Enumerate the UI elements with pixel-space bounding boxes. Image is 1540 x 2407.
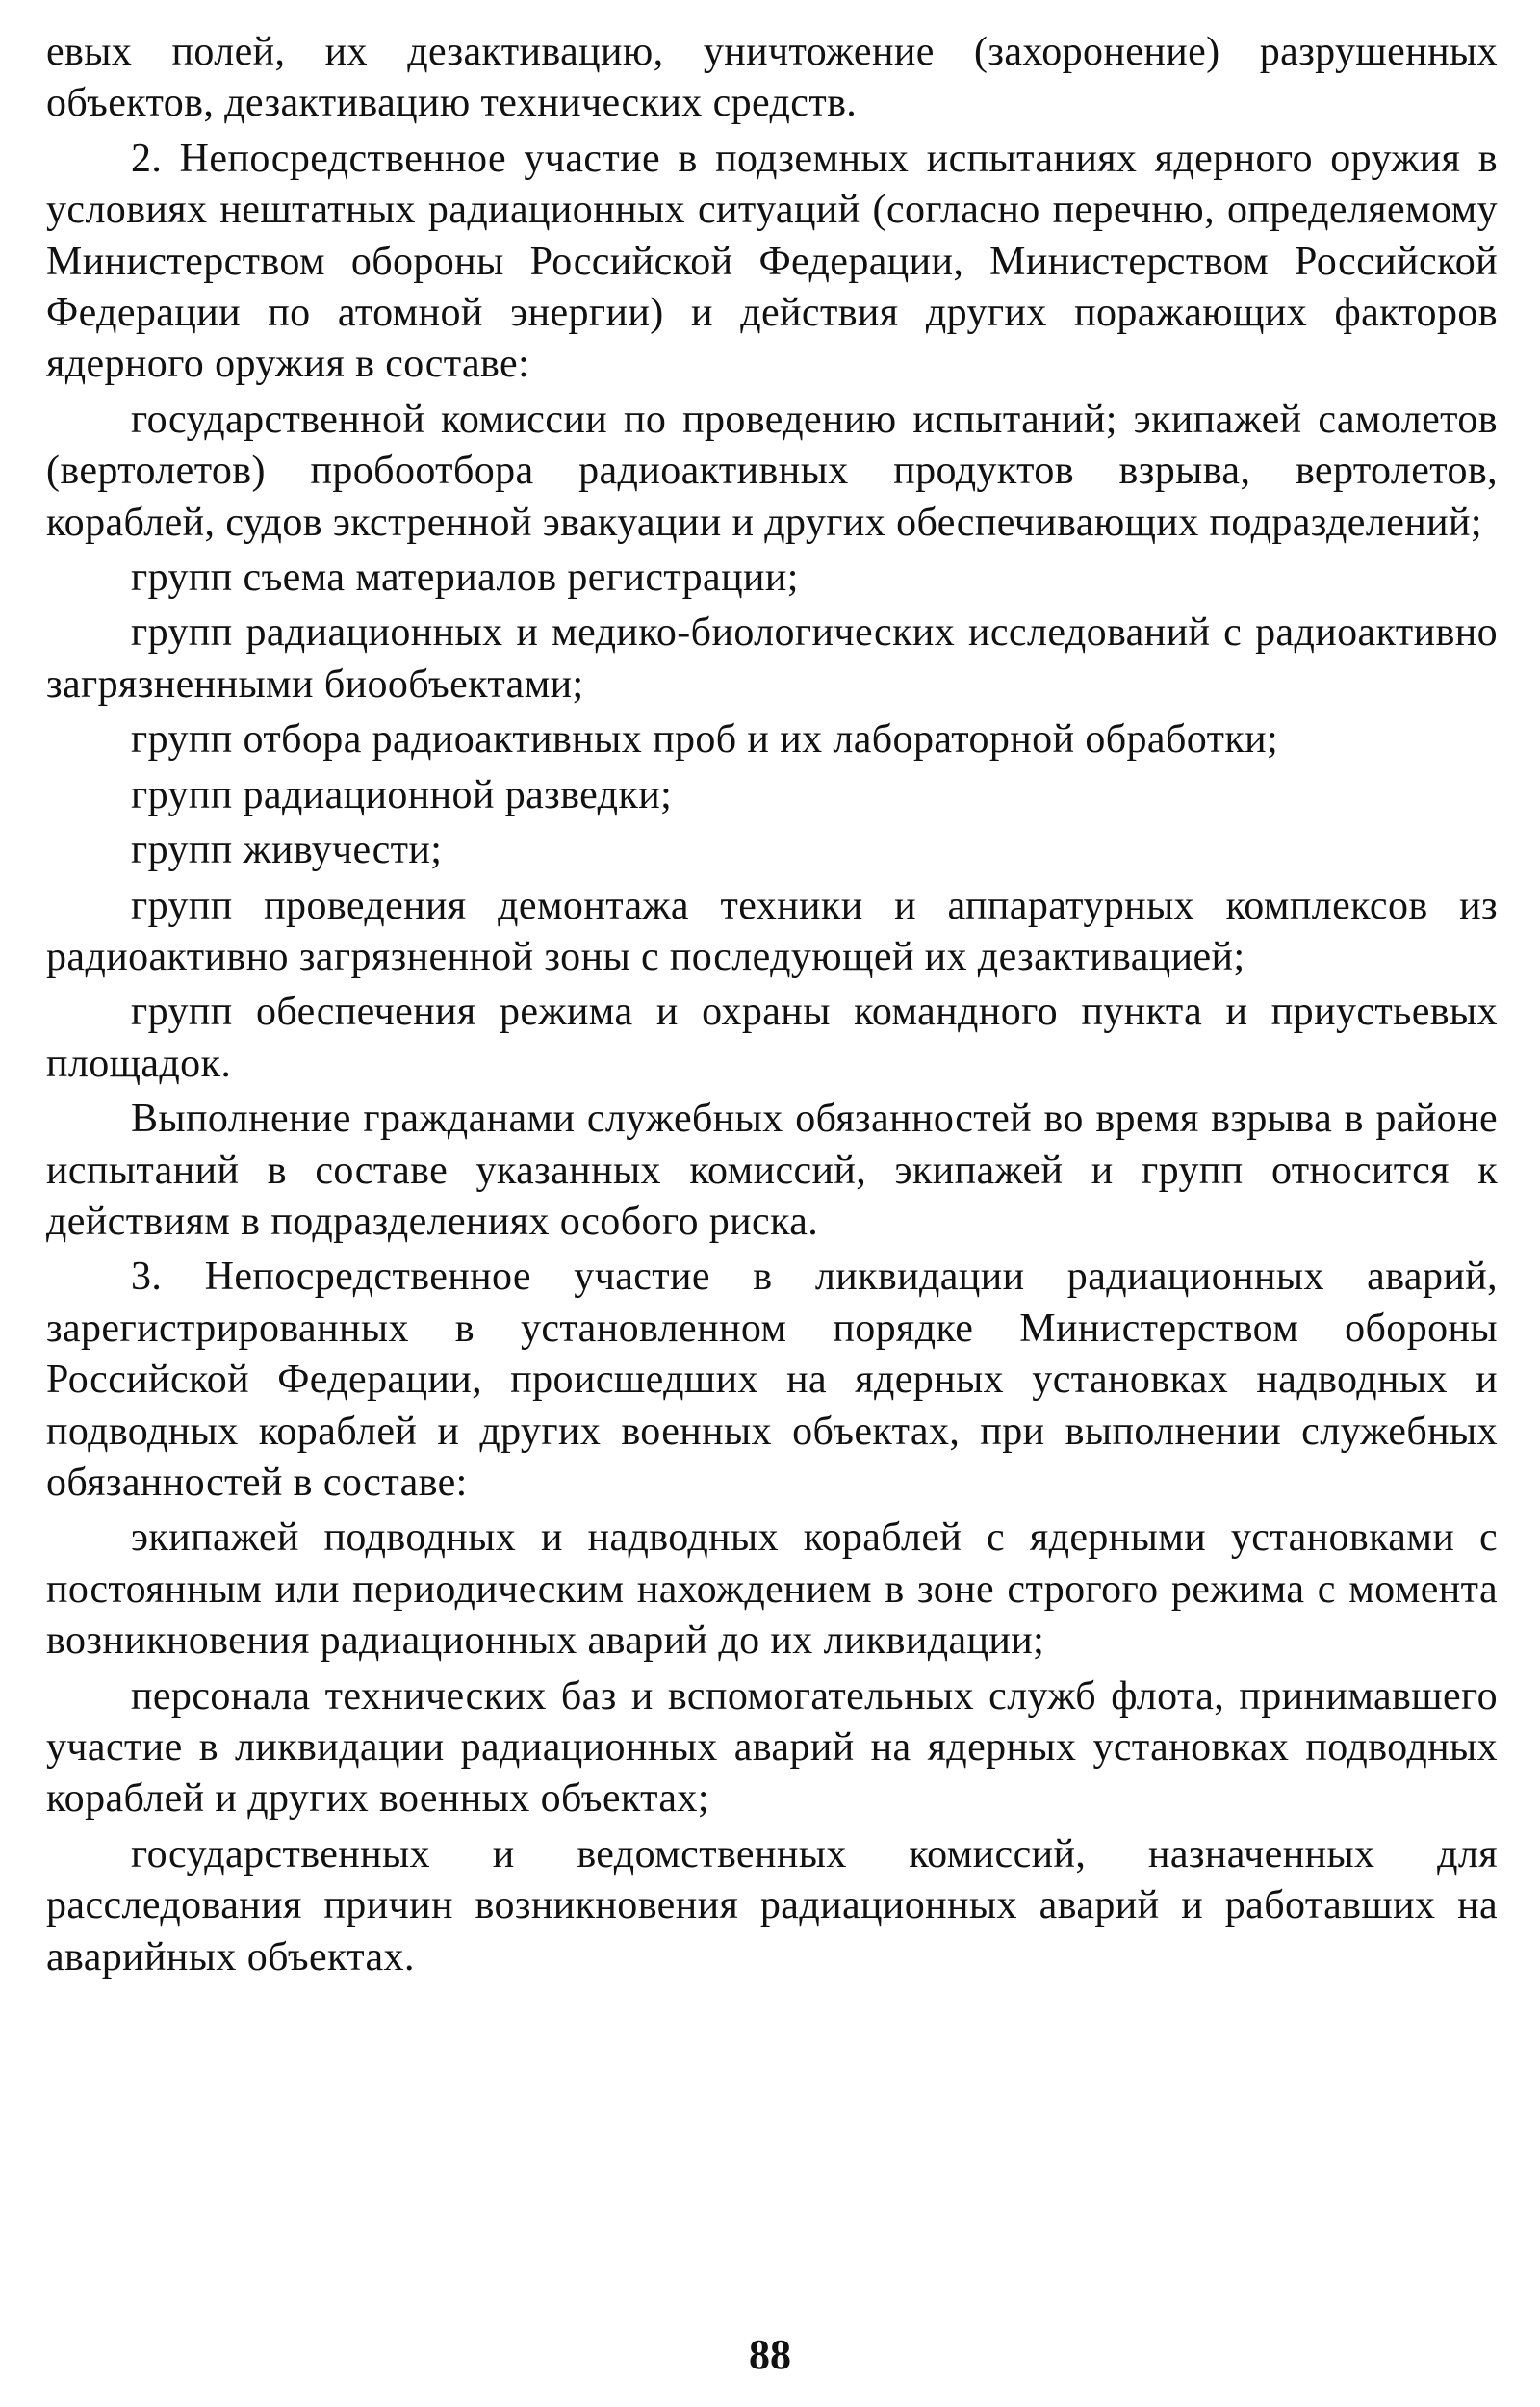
- list-item-commissions: государственных и ведомственных комиссий, назначенных для расследования причин возникновения радиационных аварий и работавших на аварийных объектах.: [46, 1831, 1498, 1980]
- page-body: [46, 27, 1498, 1987]
- list-item-sampling: групп отбора радиоактивных проб и их лабораторной обработки;: [131, 717, 1279, 763]
- list-item-security: групп обеспечения режима и охраны командного пункта и приустьевых площадок.: [46, 990, 1498, 1086]
- paragraph-duties: Выполнение гражданами служебных обязанностей во время взрыва в районе испытаний в составе указанных комиссий, экипажей и групп относится к действиям в подразделениях особого риска.: [46, 1097, 1498, 1244]
- list-item-biomedical: групп радиационных и медико-биологических исследований с радиоактивно загрязненными биообъектами;: [46, 610, 1498, 707]
- list-item-commission: государственной комиссии по проведению испытаний; экипажей самолетов (вертолетов) пробоотбора радиоактивных продуктов взрыва, вертолетов, кораблей, судов экстренной эвакуации и других обеспечивающих подразделений;: [46, 397, 1498, 545]
- list-item-dismantling: групп проведения демонтажа техники и аппаратурных комплексов из радиоактивно загрязненной зоны с последующей их дезактивацией;: [46, 883, 1498, 979]
- list-item-personnel: персонала технических баз и вспомогательных служб флота, принимавшего участие в ликвидации радиационных аварий на ядерных установках подводных кораблей и других военных объектах;: [46, 1673, 1498, 1822]
- paragraph-item-3: 3. Непосредственное участие в ликвидации радиационных аварий, зарегистрированных в установленном порядке Министерством обороны Российской Федерации, происшедших на ядерных установках надводных и подводных кораблей и других военных объектах, при выполнении служебных обязанностей в составе:: [46, 1255, 1498, 1505]
- list-item-registration: групп съема материалов регистрации;: [131, 556, 799, 601]
- list-item-survivability: групп живучести;: [131, 828, 443, 873]
- paragraph-continuation: евых полей, их дезактивацию, уничтожение (захоронение) разрушенных объектов, дезактивацию технических средств.: [46, 30, 1498, 126]
- page-number: 88: [749, 2331, 791, 2378]
- paragraph-item-2: 2. Непосредственное участие в подземных испытаниях ядерного оружия в условиях нештатных радиационных ситуаций (согласно перечню, определяемому Министерством обороны Российской Федерации, Министерством Российской Федерации по атомной энергии) и действия других поражающих факторов ядерного оружия в составе:: [46, 136, 1498, 387]
- list-item-crews: экипажей подводных и надводных кораблей с ядерными установками с постоянным или периодическим нахождением в зоне строгого режима с момента возникновения радиационных аварий до их ликвидации;: [46, 1515, 1498, 1664]
- list-item-reconnaissance: групп радиационной разведки;: [131, 772, 673, 817]
